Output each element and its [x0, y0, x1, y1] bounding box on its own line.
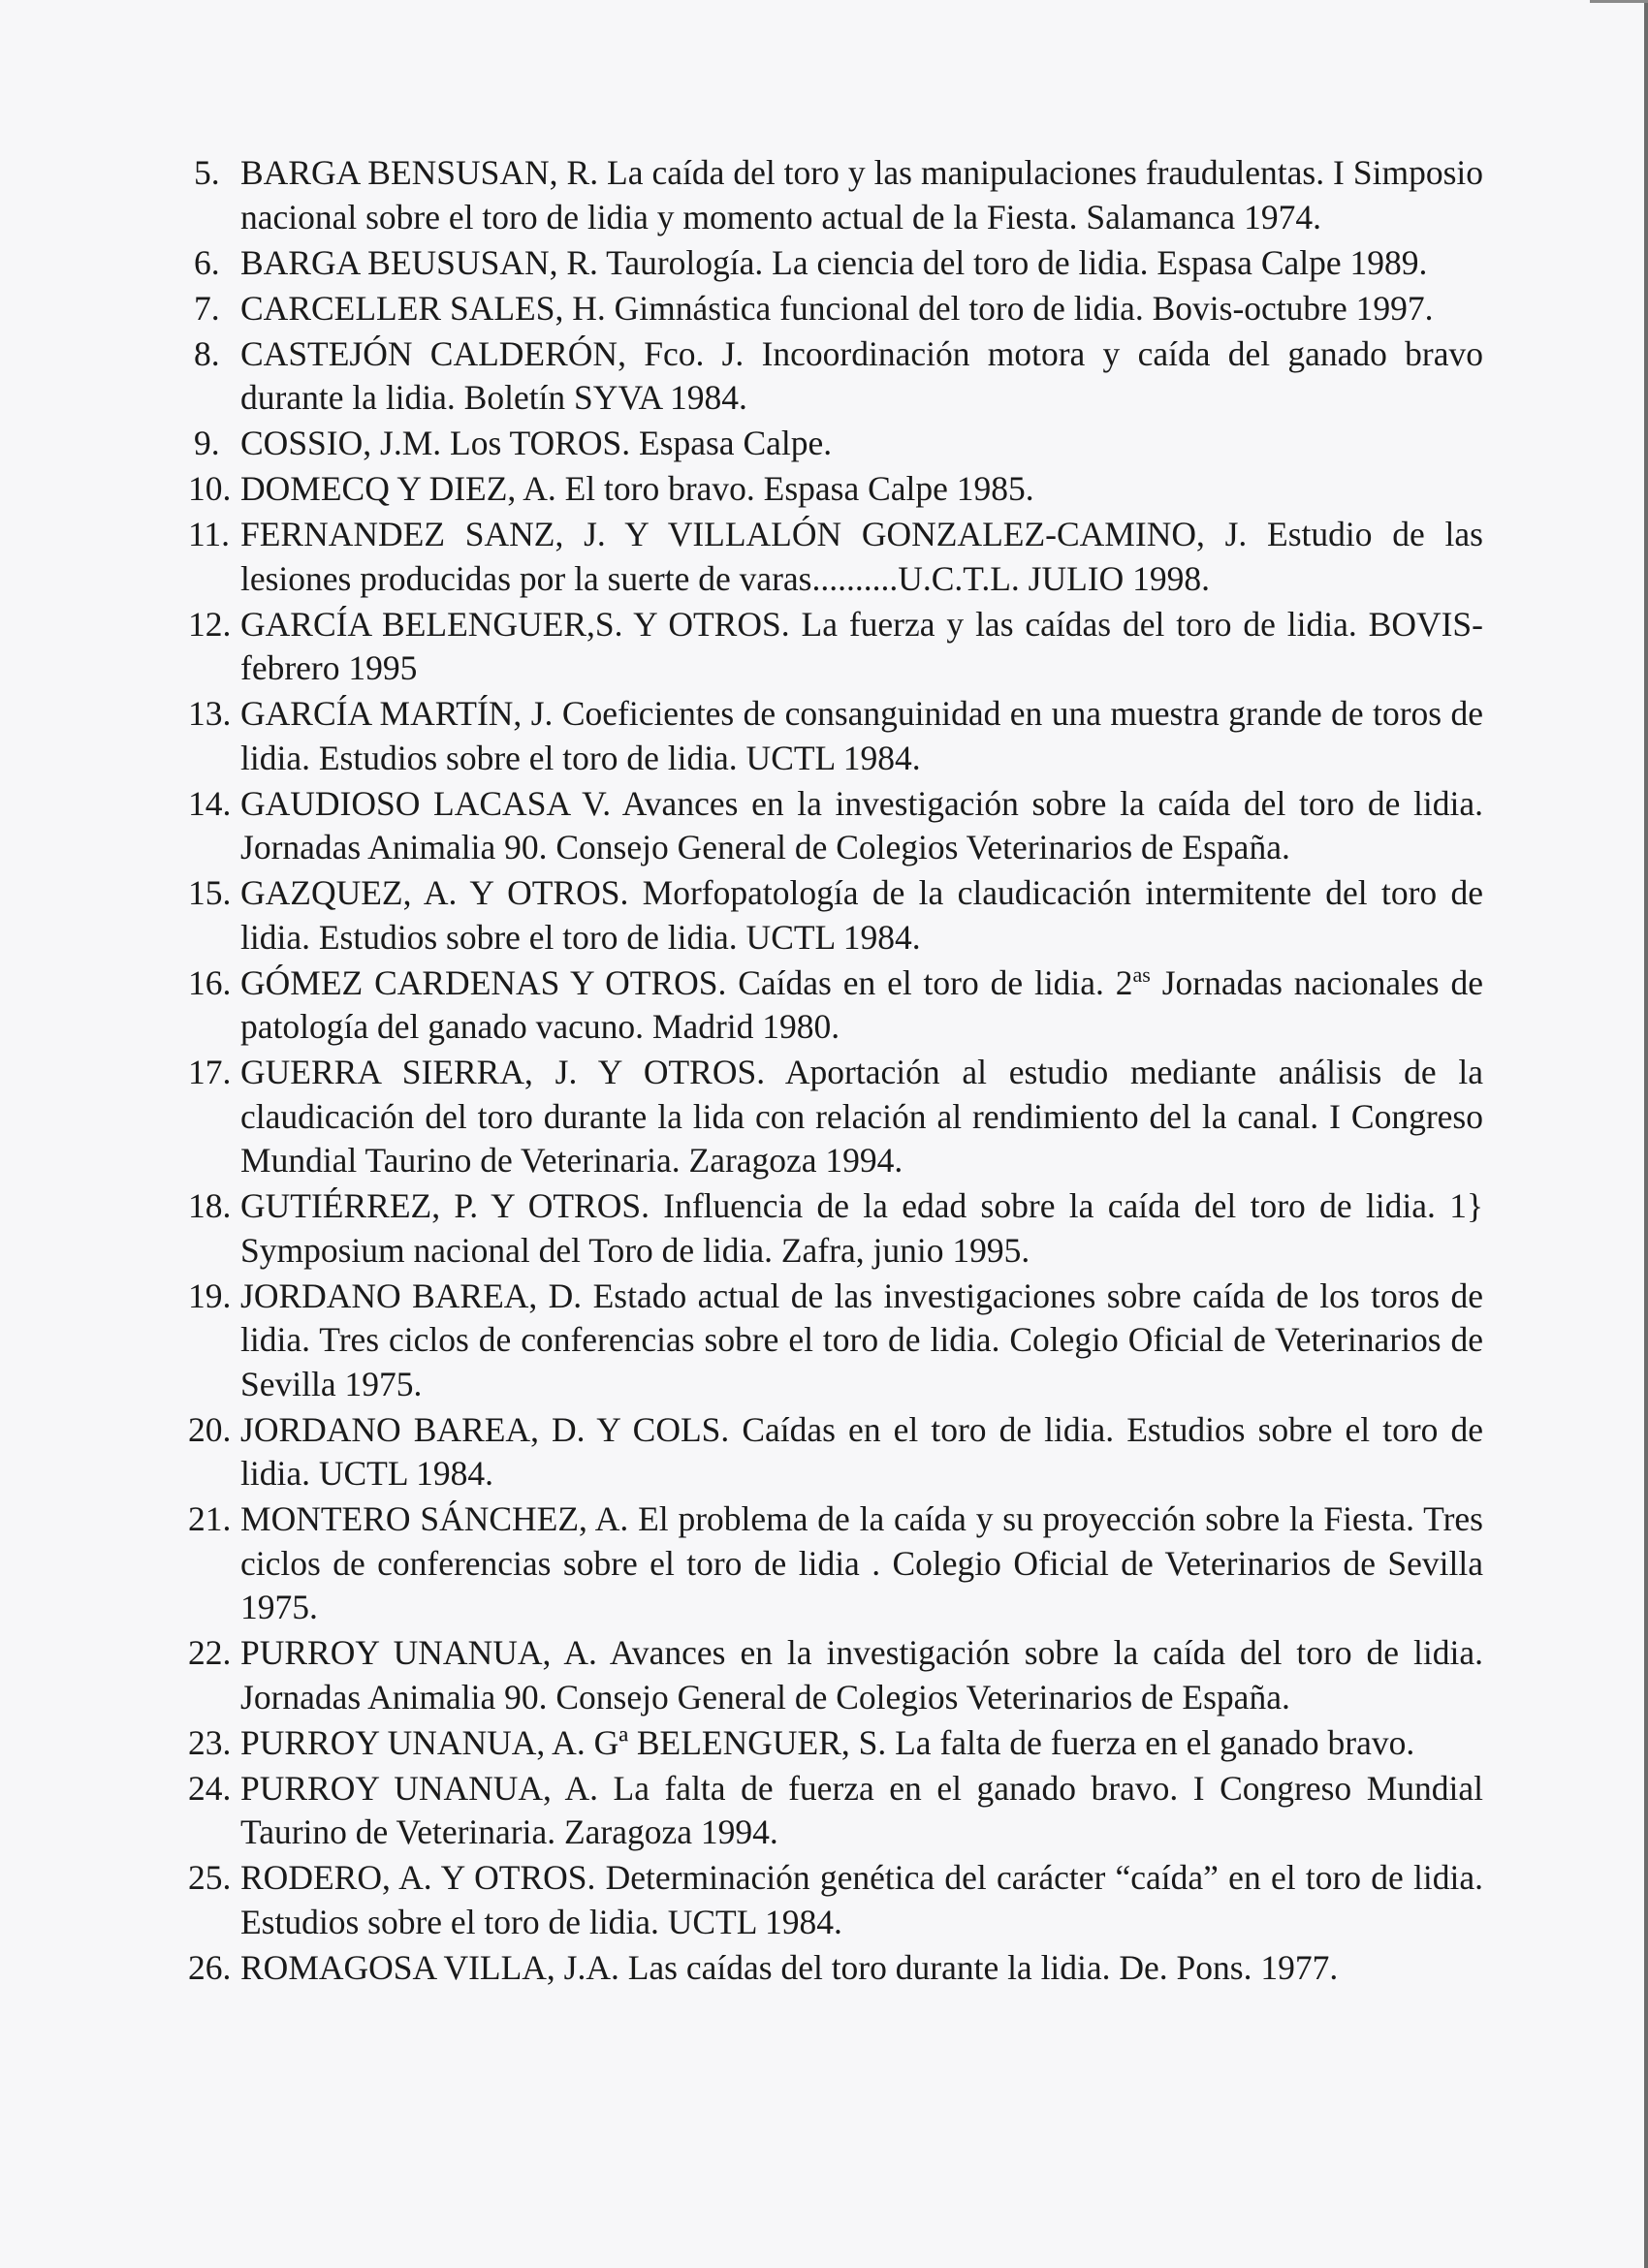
- reference-text: GARCÍA MARTÍN, J. Coeficientes de consanguinidad en una muestra grande de toros de lidia. Estudios sobre el toro de lidia. UCTL 1984.: [240, 694, 1483, 777]
- reference-number: 12.: [188, 604, 232, 644]
- reference-number: 10.: [188, 469, 232, 508]
- reference-text: BARGA BENSUSAN, R. La caída del toro y las manipulaciones fraudulentas. I Simposio nacional sobre el toro de lidia y momento actual de la Fiesta. Salamanca 1974.: [240, 153, 1483, 236]
- scan-edge-right: [1644, 0, 1648, 2268]
- reference-item: [188, 961, 1483, 1050]
- reference-text: RODERO, A. Y OTROS. Determinación genética del carácter “caída” en el toro de lidia. Estudios sobre el toro de lidia. UCTL 1984.: [240, 1858, 1483, 1941]
- reference-item: [188, 1946, 1483, 1991]
- reference-number: 8.: [194, 333, 220, 373]
- reference-number: 26.: [188, 1947, 232, 1987]
- reference-number: 21.: [188, 1499, 232, 1538]
- reference-number: 13.: [188, 694, 232, 733]
- reference-item: [188, 1497, 1483, 1630]
- reference-item: [188, 1721, 1483, 1766]
- reference-number: 14.: [188, 783, 232, 823]
- reference-item: [188, 1051, 1483, 1183]
- reference-number: 23.: [188, 1722, 232, 1762]
- reference-number: 15.: [188, 873, 232, 912]
- reference-item: [194, 151, 1483, 239]
- reference-number: 24.: [188, 1768, 232, 1808]
- reference-text: GARCÍA BELENGUER,S. Y OTROS. La fuerza y las caídas del toro de lidia. BOVIS- febrero 1995: [240, 604, 1483, 687]
- reference-text: FERNANDEZ SANZ, J. Y VILLALÓN GONZALEZ-CAMINO, J. Estudio de las lesiones producidas por la suerte de varas..........U.C.T.L. JULIO 1998.: [240, 515, 1483, 598]
- reference-item: [188, 1408, 1483, 1496]
- reference-text: JORDANO BAREA, D. Estado actual de las investigaciones sobre caída de los toros de lidia. Tres ciclos de conferencias sobre el toro de lidia. Colegio Oficial de Veterinarios de Sevilla 1975.: [240, 1276, 1483, 1403]
- reference-number: 6.: [194, 242, 220, 282]
- reference-item: [188, 1631, 1483, 1719]
- reference-item: [188, 871, 1483, 960]
- reference-item: [188, 513, 1483, 601]
- reference-text: PURROY UNANUA, A. Avances en la investigación sobre la caída del toro de lidia. Jornadas Animalia 90. Consejo General de Colegios Veterinarios de España.: [240, 1633, 1483, 1717]
- reference-text: PURROY UNANUA, A. Gª BELENGUER, S. La falta de fuerza en el ganado bravo.: [240, 1722, 1415, 1762]
- reference-number: 20.: [188, 1409, 232, 1449]
- reference-text: GUERRA SIERRA, J. Y OTROS. Aportación al estudio mediante análisis de la claudicación del toro durante la lida con relación al rendimiento del la canal. I Congreso Mundial Taurino de Veterinaria. Zaragoza 1994.: [240, 1053, 1483, 1180]
- reference-number: 19.: [188, 1276, 232, 1315]
- scan-edge-top: [1590, 0, 1648, 3]
- reference-text: [240, 963, 1483, 1047]
- reference-text: ROMAGOSA VILLA, J.A. Las caídas del toro durante la lidia. De. Pons. 1977.: [240, 1947, 1339, 1987]
- reference-item: [194, 332, 1483, 421]
- reference-item: [188, 1275, 1483, 1407]
- reference-text: GUTIÉRREZ, P. Y OTROS. Influencia de la edad sobre la caída del toro de lidia. 1} Symposium nacional del Toro de lidia. Zafra, junio 1995.: [240, 1186, 1483, 1270]
- reference-item: [188, 1184, 1483, 1273]
- reference-text: CASTEJÓN CALDERÓN, Fco. J. Incoordinación motora y caída del ganado bravo durante la lidia. Boletín SYVA 1984.: [240, 333, 1483, 417]
- reference-number: 5.: [194, 153, 220, 192]
- reference-number: 25.: [188, 1858, 232, 1897]
- reference-number: 16.: [188, 962, 232, 1002]
- reference-item: [188, 603, 1483, 691]
- reference-text: MONTERO SÁNCHEZ, A. El problema de la caída y su proyección sobre la Fiesta. Tres ciclos de conferencias sobre el toro de lidia . Colegio Oficial de Veterinarios de Sevilla 1975.: [240, 1499, 1483, 1626]
- reference-number: 22.: [188, 1633, 232, 1672]
- reference-text: GAZQUEZ, A. Y OTROS. Morfopatología de la claudicación intermitente del toro de lidia. Estudios sobre el toro de lidia. UCTL 1984.: [240, 873, 1483, 957]
- reference-item: [194, 422, 1483, 466]
- reference-item: [188, 467, 1483, 512]
- reference-number: 11.: [188, 515, 231, 553]
- reference-item: [188, 1767, 1483, 1855]
- reference-number: 7.: [194, 288, 220, 328]
- reference-text: COSSIO, J.M. Los TOROS. Espasa Calpe.: [240, 424, 833, 462]
- reference-number: 18.: [188, 1186, 232, 1225]
- reference-text: CARCELLER SALES, H. Gimnástica funcional del toro de lidia. Bovis-octubre 1997.: [240, 288, 1434, 328]
- reference-text-part: Jornadas nacionales de patología del ganado vacuno. Madrid 1980.: [240, 962, 1483, 1046]
- reference-item: [194, 241, 1483, 286]
- reference-text: BARGA BEUSUSAN, R. Taurología. La ciencia del toro de lidia. Espasa Calpe 1989.: [240, 242, 1428, 282]
- reference-number: 17.: [188, 1053, 232, 1091]
- reference-text: GAUDIOSO LACASA V. Avances en la investigación sobre la caída del toro de lidia. Jornadas Animalia 90. Consejo General de Colegios Veterinarios de España.: [240, 783, 1483, 866]
- reference-text: PURROY UNANUA, A. La falta de fuerza en el ganado bravo. I Congreso Mundial Taurino de Veterinaria. Zaragoza 1994.: [240, 1768, 1483, 1851]
- reference-item: [188, 692, 1483, 780]
- reference-item: [188, 782, 1483, 870]
- reference-text: JORDANO BAREA, D. Y COLS. Caídas en el toro de lidia. Estudios sobre el toro de lidia. UCTL 1984.: [240, 1409, 1483, 1493]
- superscript: as: [1132, 961, 1151, 987]
- reference-list: [188, 151, 1483, 1992]
- reference-text: DOMECQ Y DIEZ, A. El toro bravo. Espasa Calpe 1985.: [240, 469, 1034, 508]
- reference-text-part: GÓMEZ CARDENAS Y OTROS. Caídas en el toro de lidia. 2: [240, 962, 1133, 1002]
- reference-number: 9.: [194, 424, 220, 462]
- reference-item: [188, 1856, 1483, 1944]
- reference-item: [194, 287, 1483, 331]
